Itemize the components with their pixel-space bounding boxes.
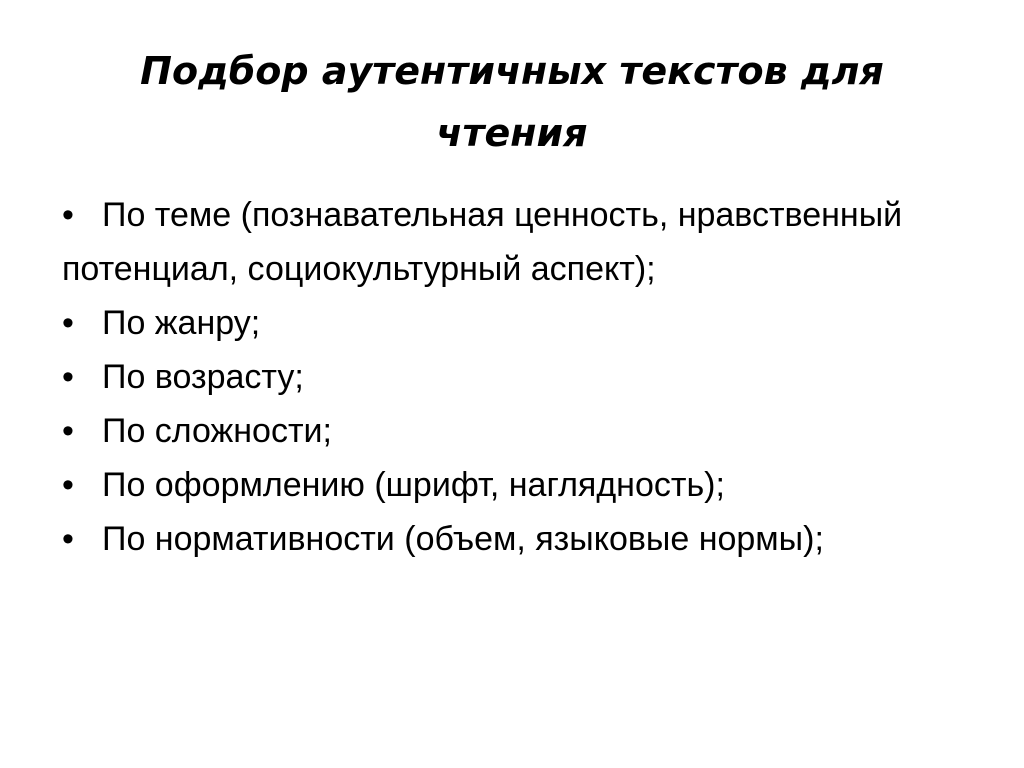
bullet-item-normativity xyxy=(62,512,982,566)
slide-title: Подбор аутентичных текстов для чтения xyxy=(140,49,884,155)
bullet-list xyxy=(62,188,982,566)
bullet-icon: • xyxy=(62,412,74,450)
bullet-text: По жанру; xyxy=(102,304,261,342)
bullet-item-genre xyxy=(62,296,982,350)
bullet-text: По оформлению (шрифт, наглядность); xyxy=(102,466,725,504)
bullet-item-age xyxy=(62,350,982,404)
bullet-icon: • xyxy=(62,358,74,396)
bullet-text: По теме (познавательная ценность, нравственный потенциал, социокультурный аспект); xyxy=(62,196,903,288)
bullet-item-topic xyxy=(62,188,982,296)
bullet-text: По сложности; xyxy=(102,412,332,450)
bullet-text: По нормативности (объем, языковые нормы); xyxy=(102,520,824,558)
bullet-icon: • xyxy=(62,520,74,558)
bullet-item-design xyxy=(62,458,982,512)
bullet-text: По возрасту; xyxy=(102,358,304,396)
bullet-icon: • xyxy=(62,196,74,234)
bullet-icon: • xyxy=(62,304,74,342)
bullet-icon: • xyxy=(62,466,74,504)
bullet-item-complexity xyxy=(62,404,982,458)
